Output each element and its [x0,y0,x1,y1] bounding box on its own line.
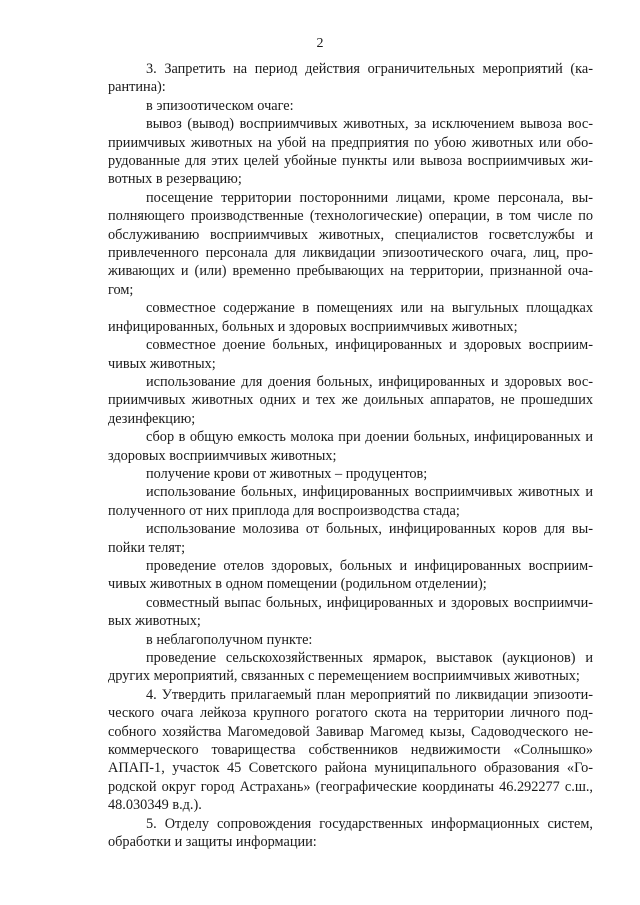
paragraph: использование для доения больных, инфицированных и здоровых восприимчивых животных одних и тех же доильных аппаратов, не прошедших дезинфекцию; [108,373,593,427]
paragraph: получение крови от животных – продуцентов; [146,465,428,482]
paragraph: проведение сельскохозяйственных ярмарок, выставок (аукционов) и других мероприятий, связанных с перемещением восприимчивых животных; [108,650,593,685]
paragraph: проведение отелов здоровых, больных и инфицированных восприимчивых животных в одном помещении (родильном отделении); [108,557,593,593]
paragraph: совместное содержание в помещениях или на выгульных площадках инфицированных, больных и здоровых восприимчивых животных; [108,300,593,335]
paragraph: в эпизоотическом очаге: [146,97,294,114]
document-body [108,60,593,851]
paragraph: 4. Утвердить прилагаемый план мероприятий по ликвидации эпизоотического очага лейкоза крупного рогатого скота на территории личного подсобного хозяйства Магомедовой Завивар Магомед кызы, Садоводческого некоммерческого товарищества собственников недвижимости «Солнышко» АПАП-1, участок 45 Советского района муниципального образования «Городской округ город Астрахань» (географические координаты 46.292277 с.ш., 48.030349 в.д.). [108,686,593,814]
paragraph: 5. Отделу сопровождения государственных информационных систем, обработки и защиты информации: [108,815,593,851]
paragraph: вывоз (вывод) восприимчивых животных, за исключением вывоза восприимчивых животных на убой на предприятия по убою животных или оборудованные для этих целей убойные пункты или вывоза восприимчивых животных в резервацию; [108,116,593,188]
paragraph: совместное доение больных, инфицированных и здоровых восприимчивых животных; [108,337,593,372]
paragraph: использование молозива от больных, инфицированных коров для выпойки телят; [108,521,593,556]
paragraph: совместный выпас больных, инфицированных и здоровых восприимчивых животных; [108,594,593,630]
page-number: 2 [316,36,324,51]
paragraph: сбор в общую емкость молока при доении больных, инфицированных и здоровых восприимчивых животных; [108,429,593,464]
paragraph: в неблагополучном пункте: [146,631,313,648]
paragraph: использование больных, инфицированных восприимчивых животных и полученного от них приплода для воспроизводства стада; [108,484,593,519]
paragraph: 3. Запретить на период действия ограничительных мероприятий (карантина): [108,61,593,96]
paragraph: посещение территории посторонними лицами, кроме персонала, выполняющего производственные (технологические) операции, в том числе по обслуживанию восприимчивых животных, специалистов госветслужбы и привлеченного персонала для ликвидации эпизоотического очага, лиц, проживающих и (или) временно пребывающих на территории, признанной очагом; [108,189,593,298]
